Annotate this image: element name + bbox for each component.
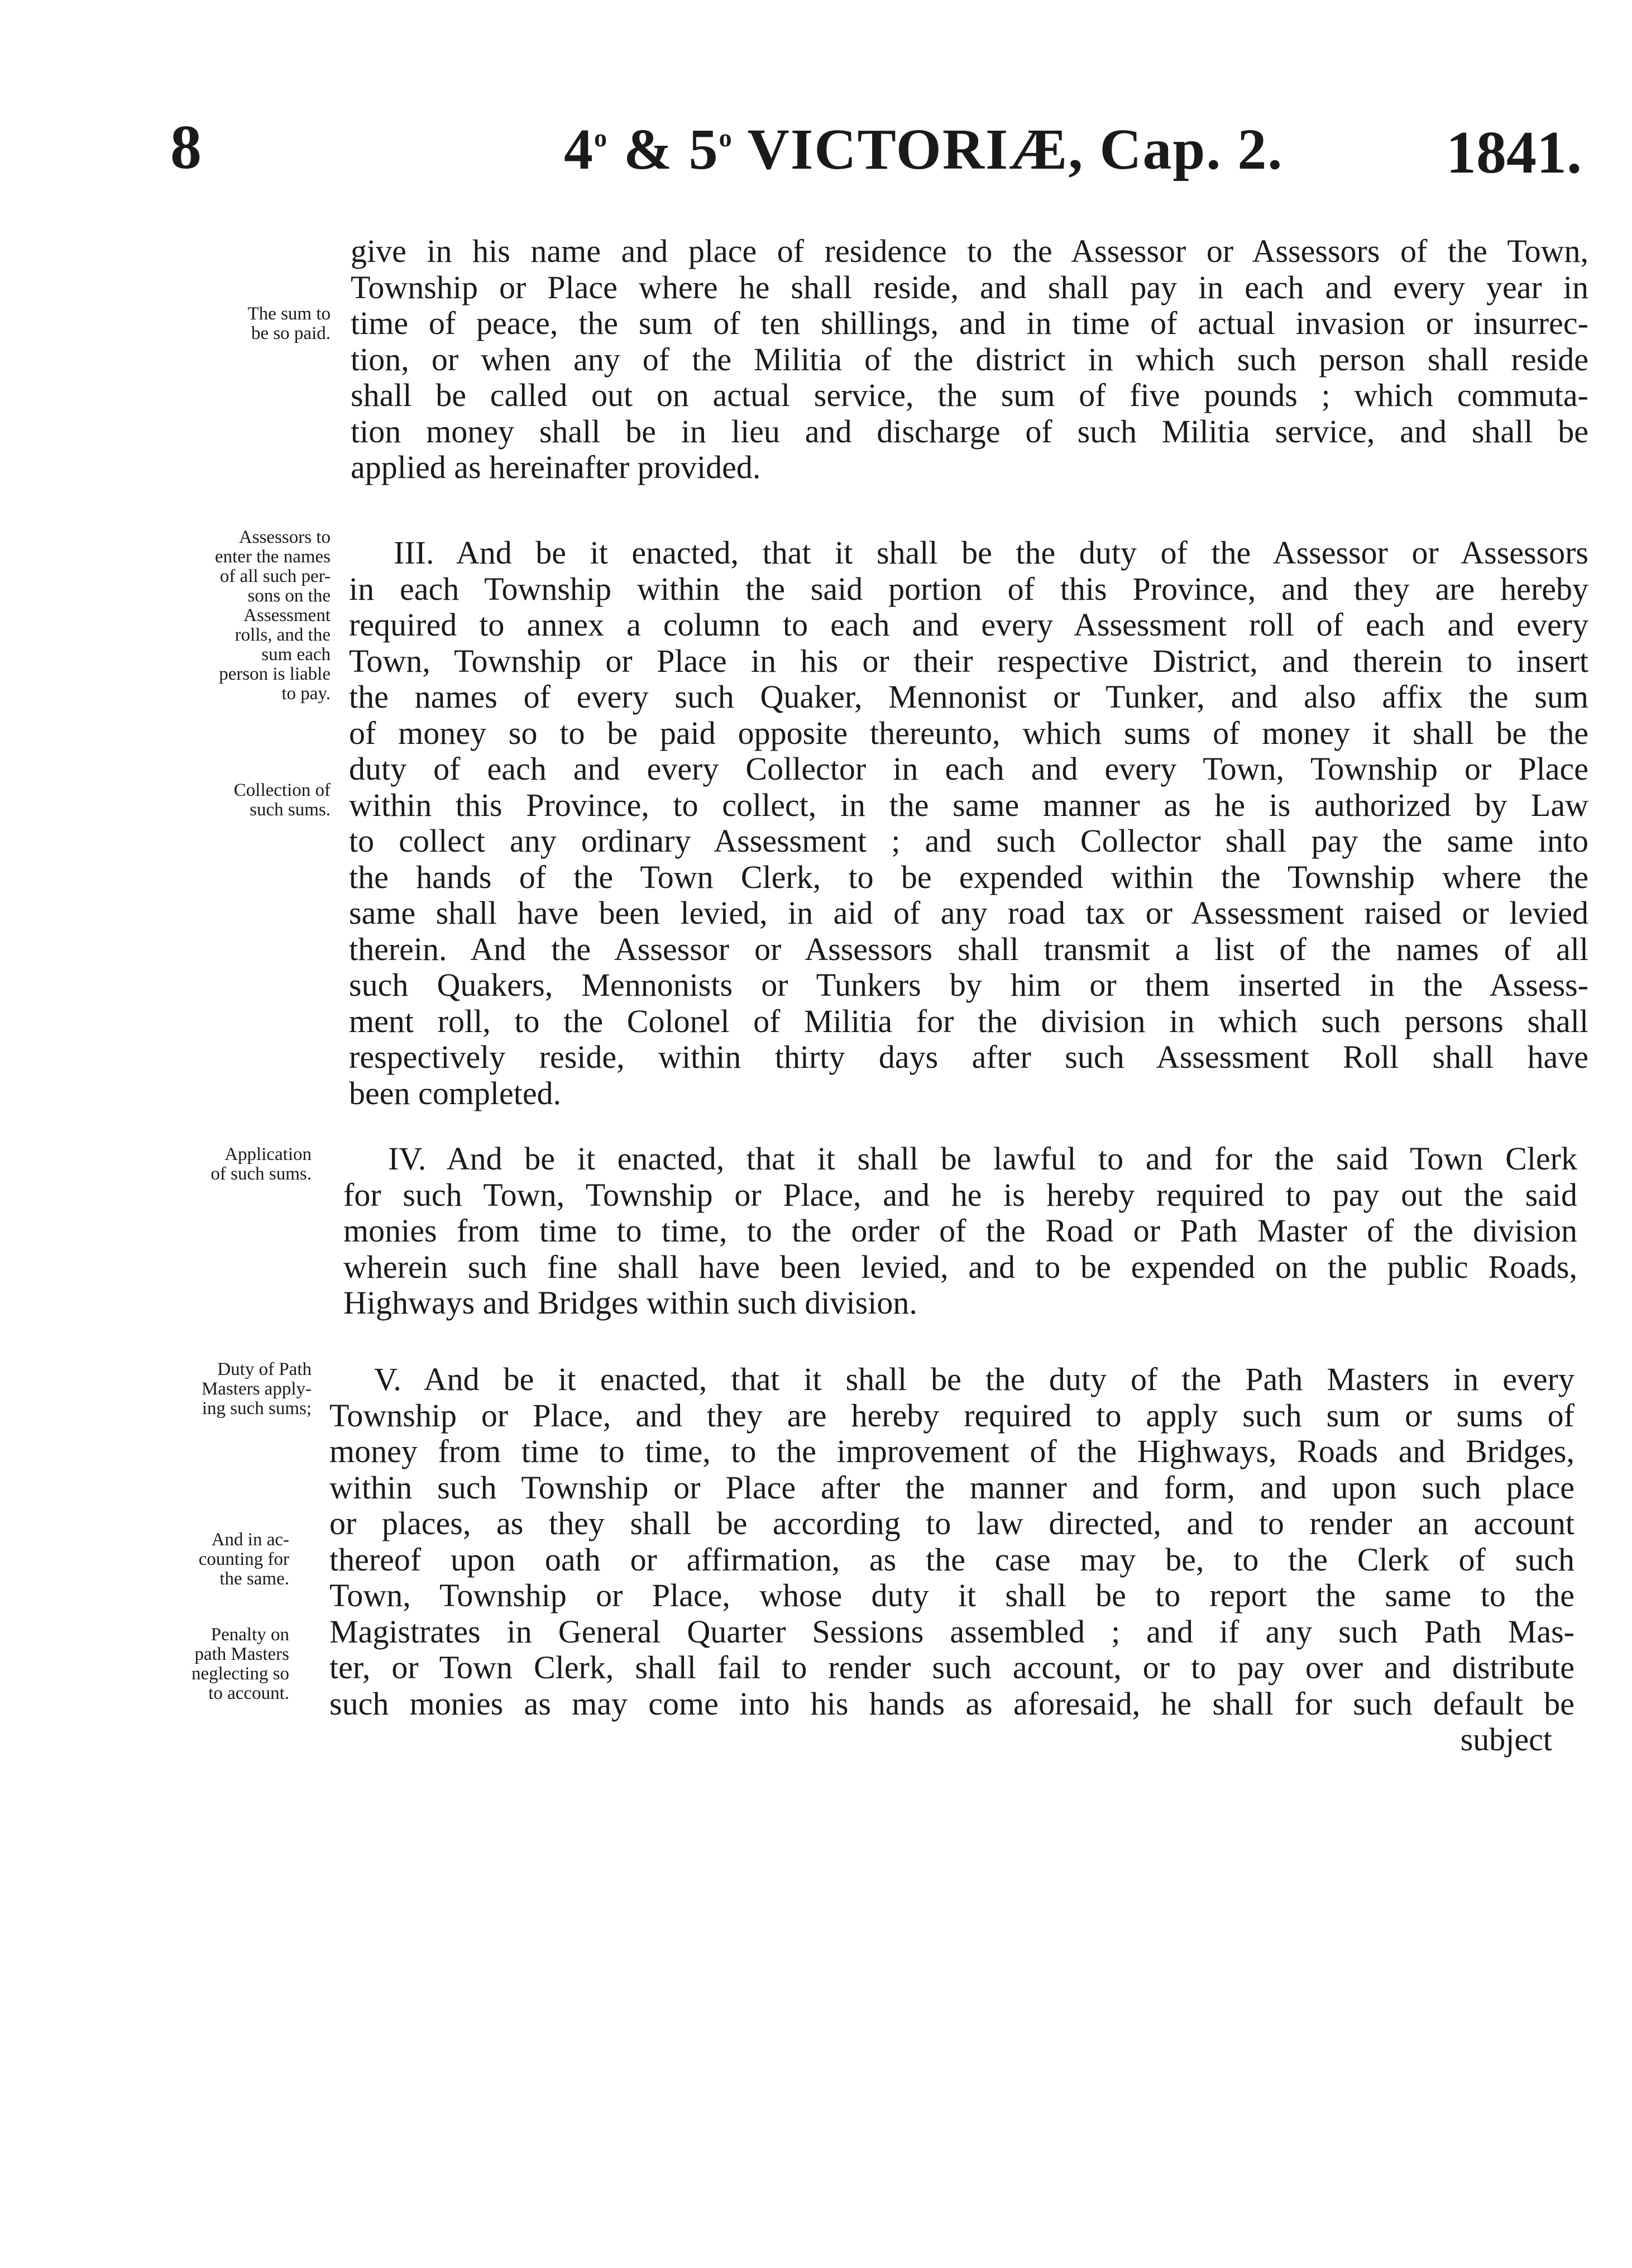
paragraph-commutation — [351, 233, 1588, 486]
text-line: V. And be it enacted, that it shall be the duty of the Path Masters in every — [374, 1361, 1574, 1397]
text-line: ter, or Town Clerk, shall fail to render such account, or to pay over and distribute — [329, 1649, 1574, 1686]
sidenote-line: such sums. — [250, 800, 331, 820]
sidenote-line: the same. — [219, 1569, 289, 1589]
text-line: in each Township within the said portion of this Province, and they are hereby — [349, 570, 1588, 607]
title-prefix: 4 — [564, 117, 594, 182]
text-line: Town, Township or Place in his or their respective District, and therein to insert — [349, 642, 1588, 679]
text-line: within this Province, to collect, in the same manner as he is authorized by Law — [349, 786, 1588, 823]
text-line: applied as hereinafter provided. — [351, 449, 761, 485]
sidenote-line: Assessors to — [238, 527, 331, 547]
sidenote-accounting — [122, 1530, 289, 1589]
text-line: monies from time to time, to the order of the Road or Path Master of the division — [343, 1212, 1577, 1249]
text-line: shall be called out on actual service, the sum of five pounds ; which commuta- — [351, 377, 1588, 413]
sidenote-line: sons on the — [247, 586, 331, 606]
text-line: give in his name and place of residence to the Assessor or Assessors of the Town, — [351, 233, 1588, 269]
sidenote-line: counting for — [198, 1549, 289, 1569]
text-line: time of peace, the sum of ten shillings, and in time of actual invasion or insurrec- — [351, 305, 1588, 341]
paragraph-section-iii — [349, 535, 1588, 1111]
sidenote-line: of such sums. — [210, 1164, 312, 1184]
sidenote-line: ing such sums; — [202, 1398, 312, 1419]
sidenote-line: to account. — [208, 1683, 289, 1703]
sidenote-line: enter the names — [214, 547, 331, 567]
sidenote-line: of all such per- — [219, 566, 331, 586]
text-line: therein. And the Assessor or Assessors shall transmit a list of the names of all — [349, 930, 1588, 967]
sidenote-line: be so paid. — [251, 323, 331, 343]
text-line: III. And be it enacted, that it shall be the duty of the Assessor or Assessors — [394, 534, 1588, 571]
text-line: IV. And be it enacted, that it shall be lawful to and for the said Town Clerk — [388, 1140, 1577, 1177]
sidenote-assessors-enter — [163, 528, 331, 704]
sidenote-line: Duty of Path — [217, 1359, 312, 1379]
text-line: for such Town, Township or Place, and he is hereby required to pay out the said — [343, 1176, 1577, 1213]
text-line: tion money shall be in lieu and discharge of such Militia service, and shall be — [351, 413, 1588, 450]
sidenote-line: person is liable — [219, 664, 331, 684]
year: 1841. — [1446, 120, 1582, 186]
sidenote-line: The sum to — [247, 304, 331, 324]
sidenote-line: Penalty on — [210, 1625, 289, 1645]
text-line: required to annex a column to each and every Assessment roll of each and every — [349, 607, 1588, 643]
catchword: subject — [1460, 1721, 1552, 1758]
text-line: within such Township or Place after the manner and form, and upon such place — [329, 1469, 1574, 1506]
text-line: such Quakers, Mennonists or Tunkers by him or them inserted in the Assess- — [349, 967, 1588, 1003]
text-line: thereof upon oath or affirmation, as the case may be, to the Clerk of such — [329, 1541, 1574, 1578]
paragraph-section-v — [329, 1362, 1574, 1758]
sidenote-line: And in ac- — [211, 1530, 289, 1550]
text-line: duty of each and every Collector in each and every Town, Township or Place — [349, 751, 1588, 787]
page-number: 8 — [170, 113, 202, 182]
text-line: respectively reside, within thirty days after such Assessment Roll shall have — [349, 1039, 1588, 1075]
text-line: Magistrates in General Quarter Sessions assembled ; and if any such Path Mas- — [329, 1613, 1574, 1650]
sidenote-duty-path-masters — [144, 1360, 312, 1419]
text-line: ment roll, to the Colonel of Militia for the division in which such persons shall — [349, 1002, 1588, 1039]
page-header — [0, 112, 1632, 190]
text-line: the names of every such Quaker, Mennonist or Tunker, and also affix the sum — [349, 679, 1588, 715]
sidenote-line: Application — [224, 1144, 312, 1164]
text-line: money from time to time, to the improvement of the Highways, Roads and Bridges, — [329, 1433, 1574, 1469]
text-line: of money so to be paid opposite thereunto, which sums of money it shall be the — [349, 714, 1588, 751]
text-line: same shall have been levied, in aid of any road tax or Assessment raised or levied — [349, 895, 1588, 931]
sidenote-line: Collection of — [233, 780, 331, 800]
text-line: Township or Place where he shall reside, and shall pay in each and every year in — [351, 269, 1588, 305]
sidenote-line: Assessment — [243, 605, 331, 626]
sidenote-line: Masters apply- — [201, 1379, 312, 1399]
title-mid: & 5 — [608, 117, 719, 182]
paragraph-section-iv — [343, 1141, 1577, 1321]
sidenote-application — [144, 1145, 312, 1184]
text-line: Town, Township or Place, whose duty it shall be to report the same to the — [329, 1577, 1574, 1613]
text-line: wherein such fine shall have been levied, and to be expended on the public Roads, — [343, 1248, 1577, 1285]
title-suffix: VICTORIÆ, Cap. 2. — [733, 117, 1284, 182]
sidenote-sum-paid — [163, 304, 331, 343]
running-title — [564, 116, 1283, 183]
sidenote-line: sum each — [261, 644, 331, 665]
text-line: Township or Place, and they are hereby required to apply such sum or sums of — [329, 1397, 1574, 1434]
text-line: been completed. — [349, 1075, 562, 1111]
text-line: Highways and Bridges within such division. — [343, 1285, 917, 1321]
sidenote-collection — [163, 781, 331, 820]
text-line: the hands of the Town Clerk, to be expended within the Township where the — [349, 858, 1588, 895]
sidenote-line: path Masters — [194, 1644, 289, 1664]
text-line: to collect any ordinary Assessment ; and such Collector shall pay the same into — [349, 823, 1588, 859]
text-line: or places, as they shall be according to law directed, and to render an account — [329, 1505, 1574, 1541]
title-sup-2: o — [719, 123, 733, 152]
title-sup-1: o — [594, 123, 608, 152]
sidenote-line: rolls, and the — [234, 625, 331, 645]
sidenote-line: neglecting so — [191, 1664, 289, 1684]
text-line: such monies as may come into his hands as aforesaid, he shall for such default be — [329, 1685, 1574, 1722]
sidenote-line: to pay. — [281, 684, 331, 704]
text-line: tion, or when any of the Militia of the district in which such person shall reside — [351, 341, 1588, 378]
sidenote-penalty — [122, 1625, 289, 1703]
